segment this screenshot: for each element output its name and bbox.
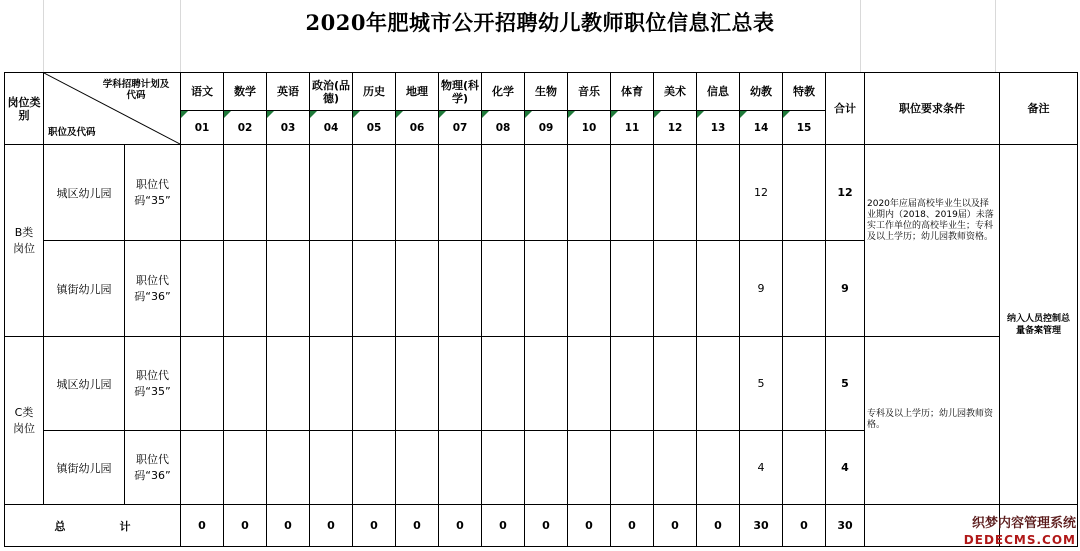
watermark-line2: DEDECMS.COM	[963, 533, 1076, 547]
cell	[224, 145, 267, 241]
cell	[396, 337, 439, 431]
cell	[439, 241, 482, 337]
watermark-line1: 织梦内容管理系统	[971, 516, 1076, 531]
subject-name: 语文	[181, 73, 224, 111]
cell	[611, 145, 654, 241]
subject-name: 生物	[525, 73, 568, 111]
total-value: 0	[396, 505, 439, 547]
position-code: 职位代码“36”	[125, 241, 181, 337]
subject-name: 政治(品德)	[310, 73, 353, 111]
total-value: 0	[267, 505, 310, 547]
cell	[353, 431, 396, 505]
total-value: 0	[783, 505, 826, 547]
cell	[568, 241, 611, 337]
subject-code: 11	[611, 111, 654, 145]
total-value: 0	[568, 505, 611, 547]
total-value: 0	[482, 505, 525, 547]
unit-name: 镇街幼儿园	[44, 241, 125, 337]
cell	[697, 145, 740, 241]
cell	[396, 145, 439, 241]
cell	[697, 337, 740, 431]
subject-name: 地理	[396, 73, 439, 111]
subject-code: 04	[310, 111, 353, 145]
total-value: 0	[525, 505, 568, 547]
cell	[611, 431, 654, 505]
cell	[482, 145, 525, 241]
cell	[568, 431, 611, 505]
sheet-gridline	[995, 0, 996, 72]
header-post-category: 岗位类别	[5, 73, 44, 145]
cell	[697, 431, 740, 505]
kindergarten-count: 4	[740, 431, 783, 505]
cell	[181, 241, 224, 337]
cell	[224, 337, 267, 431]
cell	[353, 241, 396, 337]
requirement-b: 2020年应届高校毕业生以及择业期内（2018、2019届）未落实工作单位的高校毕业生；专科及以上学历；幼儿园教师资格。	[865, 145, 1000, 337]
cell	[310, 337, 353, 431]
total-value: 0	[439, 505, 482, 547]
total-value: 0	[224, 505, 267, 547]
grand-total: 30	[826, 505, 865, 547]
cell	[396, 431, 439, 505]
cell	[310, 431, 353, 505]
subject-name: 物理(科学)	[439, 73, 482, 111]
subject-code: 06	[396, 111, 439, 145]
subject-code: 10	[568, 111, 611, 145]
cell	[181, 431, 224, 505]
cell	[439, 145, 482, 241]
recruitment-table	[4, 72, 1078, 547]
cell	[353, 145, 396, 241]
watermark-logo	[958, 515, 1076, 551]
cell	[482, 241, 525, 337]
cell	[611, 241, 654, 337]
subject-code: 13	[697, 111, 740, 145]
requirement-c: 专科及以上学历；幼儿园教师资格。	[865, 337, 1000, 505]
cell	[611, 337, 654, 431]
subject-code: 08	[482, 111, 525, 145]
unit-name: 镇街幼儿园	[44, 431, 125, 505]
cell	[267, 145, 310, 241]
row-total: 12	[826, 145, 865, 241]
kindergarten-count: 5	[740, 337, 783, 431]
row-total: 9	[826, 241, 865, 337]
cell	[525, 241, 568, 337]
cell	[181, 145, 224, 241]
unit-name: 城区幼儿园	[44, 337, 125, 431]
cell	[783, 241, 826, 337]
unit-name: 城区幼儿园	[44, 145, 125, 241]
header-requirements: 职位要求条件	[865, 73, 1000, 145]
kindergarten-count: 9	[740, 241, 783, 337]
cell	[353, 337, 396, 431]
cell	[654, 337, 697, 431]
subject-code: 03	[267, 111, 310, 145]
cell	[568, 145, 611, 241]
subject-code: 09	[525, 111, 568, 145]
header-diagonal-cell	[44, 73, 181, 145]
position-code: 职位代码“36”	[125, 431, 181, 505]
subject-code: 02	[224, 111, 267, 145]
diag-label-position: 职位及代码	[48, 127, 96, 138]
total-value: 30	[740, 505, 783, 547]
cell	[224, 241, 267, 337]
total-value: 0	[611, 505, 654, 547]
cell	[181, 337, 224, 431]
sheet-gridline	[180, 0, 181, 72]
cell	[697, 241, 740, 337]
cell	[525, 337, 568, 431]
cell	[267, 241, 310, 337]
header-remarks: 备注	[1000, 73, 1078, 145]
total-value: 0	[181, 505, 224, 547]
subject-name: 特教	[783, 73, 826, 111]
cell	[568, 337, 611, 431]
sheet-gridline	[860, 0, 861, 72]
subject-name: 历史	[353, 73, 396, 111]
cell	[783, 145, 826, 241]
cell	[654, 241, 697, 337]
subject-name: 幼教	[740, 73, 783, 111]
cell	[310, 145, 353, 241]
cell	[654, 145, 697, 241]
total-value: 0	[353, 505, 396, 547]
row-total: 5	[826, 337, 865, 431]
subject-code: 12	[654, 111, 697, 145]
subject-code: 05	[353, 111, 396, 145]
position-code: 职位代码“35”	[125, 145, 181, 241]
cell	[482, 337, 525, 431]
subject-name: 数学	[224, 73, 267, 111]
cell	[267, 337, 310, 431]
cell	[525, 431, 568, 505]
cell	[396, 241, 439, 337]
row-total: 4	[826, 431, 865, 505]
cell	[525, 145, 568, 241]
total-value: 0	[310, 505, 353, 547]
subject-name: 化学	[482, 73, 525, 111]
post-category-b: B类岗位	[5, 145, 44, 337]
page-title: 2020年肥城市公开招聘幼儿教师职位信息汇总表	[305, 10, 775, 35]
total-value: 0	[654, 505, 697, 547]
remark-note: 纳入人员控制总量备案管理	[1000, 145, 1078, 505]
subject-name: 体育	[611, 73, 654, 111]
cell	[482, 431, 525, 505]
cell	[783, 431, 826, 505]
subject-code: 15	[783, 111, 826, 145]
cell	[654, 431, 697, 505]
diag-label-subject: 学科招聘计划及代码	[102, 79, 170, 101]
cell	[267, 431, 310, 505]
kindergarten-count: 12	[740, 145, 783, 241]
subject-code: 07	[439, 111, 482, 145]
subject-name: 音乐	[568, 73, 611, 111]
position-code: 职位代码“35”	[125, 337, 181, 431]
post-category-c: C类岗位	[5, 337, 44, 505]
subject-name: 信息	[697, 73, 740, 111]
sheet-gridline	[43, 0, 44, 72]
cell	[439, 431, 482, 505]
cell	[224, 431, 267, 505]
subject-name: 英语	[267, 73, 310, 111]
cell	[783, 337, 826, 431]
total-value: 0	[697, 505, 740, 547]
cell	[310, 241, 353, 337]
subject-name: 美术	[654, 73, 697, 111]
header-total: 合计	[826, 73, 865, 145]
cell	[439, 337, 482, 431]
totals-label: 总 计	[5, 505, 181, 547]
subject-code: 01	[181, 111, 224, 145]
subject-code: 14	[740, 111, 783, 145]
